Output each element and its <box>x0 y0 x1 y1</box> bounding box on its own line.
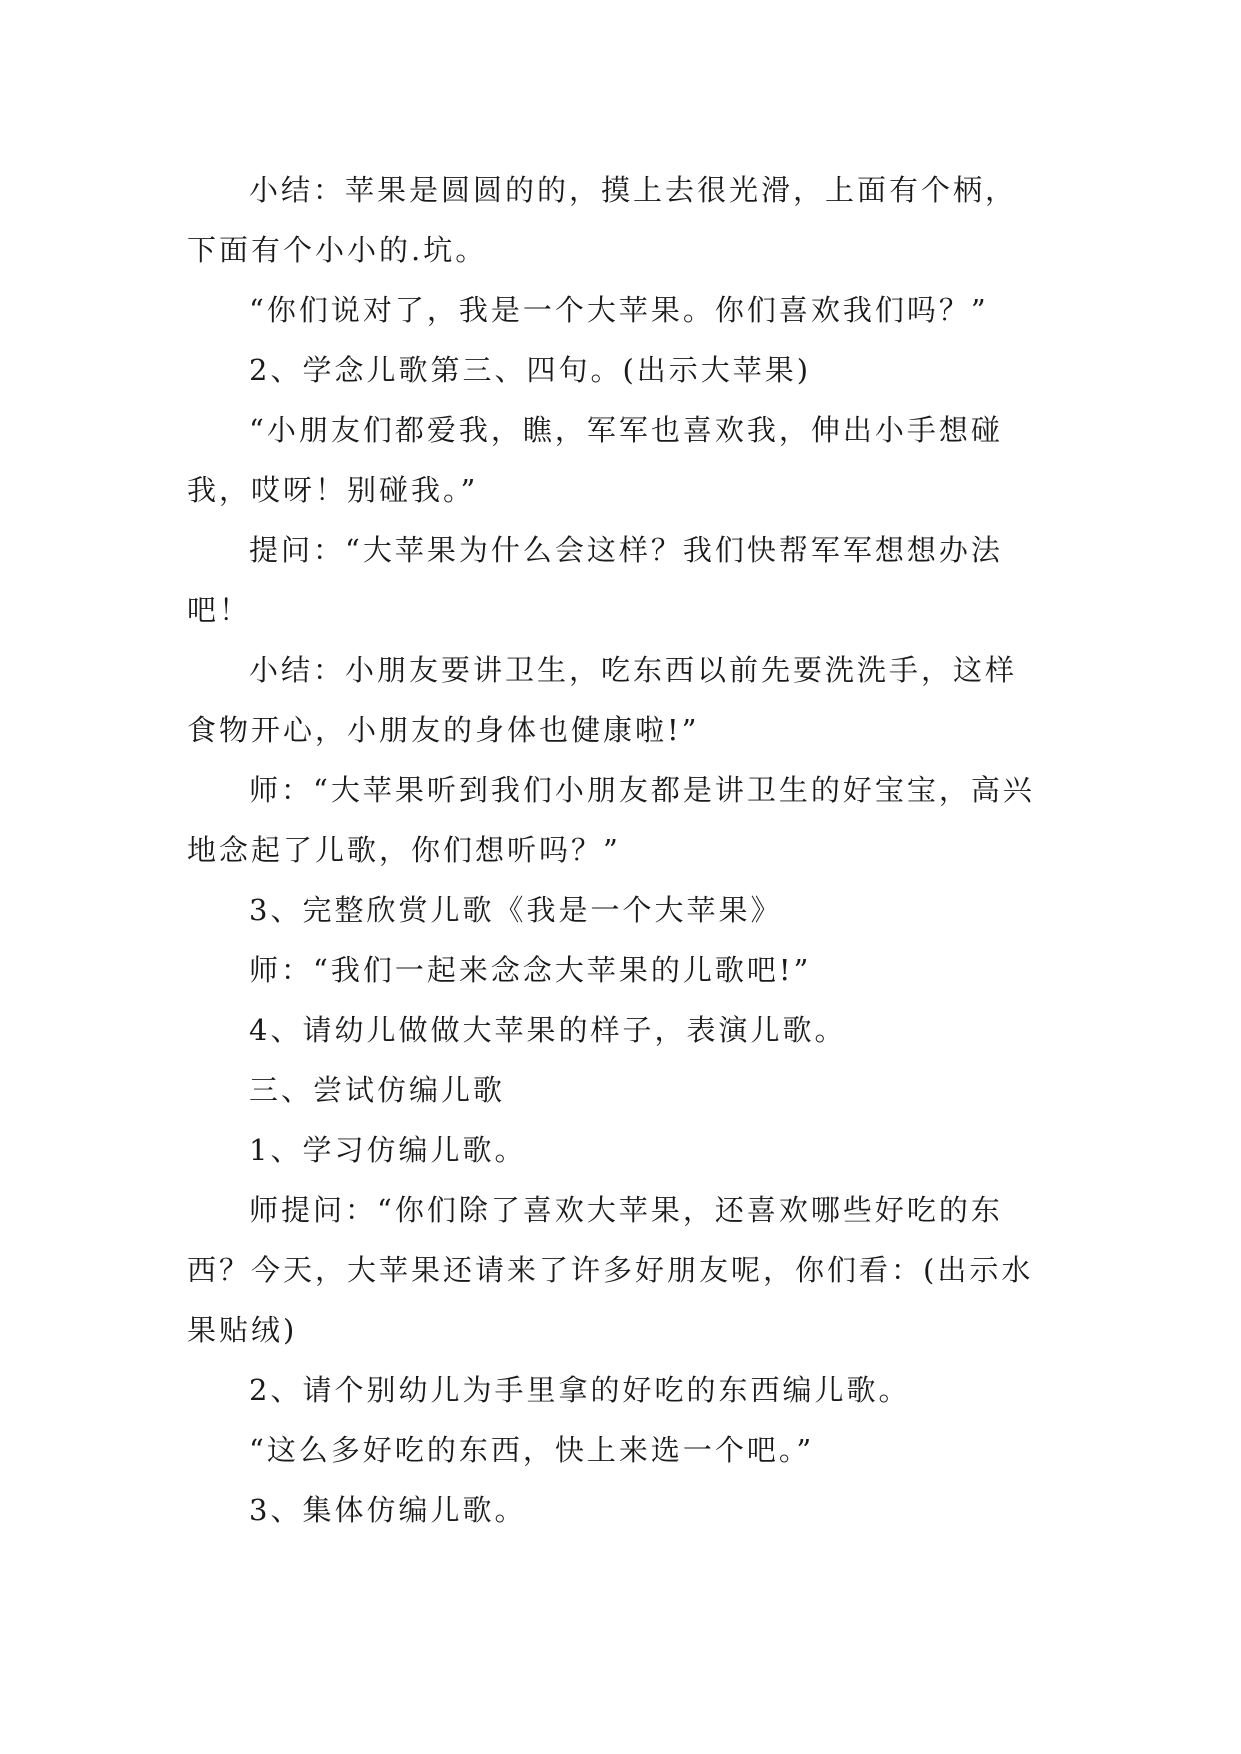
paragraph-step-3-appreciate: 3、完整欣赏儿歌《我是一个大苹果》 <box>249 893 783 927</box>
paragraph-quote-big-apple: “你们说对了，我是一个大苹果。你们喜欢我们吗？” <box>249 293 989 327</box>
paragraph-step-2-learn-rhyme: 2、学念儿歌第三、四句。(出示大苹果) <box>249 353 812 387</box>
paragraph-step-3-collective: 3、集体仿编儿歌。 <box>249 1493 527 1527</box>
paragraph-teacher-question-foods: 师提问：“你们除了喜欢大苹果，还喜欢哪些好吃的东西？今天，大苹果还请来了许多好朋友呢，你们看：(出示水果贴绒) <box>187 1193 1034 1347</box>
paragraph-teacher-listen: 师：“大苹果听到我们小朋友都是讲卫生的好宝宝，高兴地念起了儿歌，你们想听吗？” <box>187 773 1035 867</box>
paragraph-step-2-individual: 2、请个别幼儿为手里拿的好吃的东西编儿歌。 <box>249 1373 911 1407</box>
paragraph-quote-choose: “这么多好吃的东西，快上来选一个吧。” <box>249 1433 815 1467</box>
paragraph-step-1-imitate: 1、学习仿编儿歌。 <box>249 1133 527 1167</box>
paragraph-quote-friends-love-me: “小朋友们都爱我，瞧，军军也喜欢我，伸出小手想碰我，哎呀！别碰我。” <box>187 413 1003 507</box>
section-heading-3: 三、尝试仿编儿歌 <box>249 1073 506 1107</box>
paragraph-teacher-recite: 师：“我们一起来念念大苹果的儿歌吧!” <box>249 953 812 987</box>
paragraph-question-why: 提问：“大苹果为什么会这样？我们快帮军军想想办法吧！ <box>187 533 1003 627</box>
paragraph-summary-apple: 小结：苹果是圆圆的的，摸上去很光滑，上面有个柄，下面有个小小的.坑。 <box>187 173 1018 267</box>
paragraph-step-4-perform: 4、请幼儿做做大苹果的样子，表演儿歌。 <box>249 1013 847 1047</box>
paragraph-summary-hygiene: 小结：小朋友要讲卫生，吃东西以前先要洗洗手，这样食物开心，小朋友的身体也健康啦!” <box>187 653 1018 747</box>
document-body <box>187 160 1047 1540</box>
